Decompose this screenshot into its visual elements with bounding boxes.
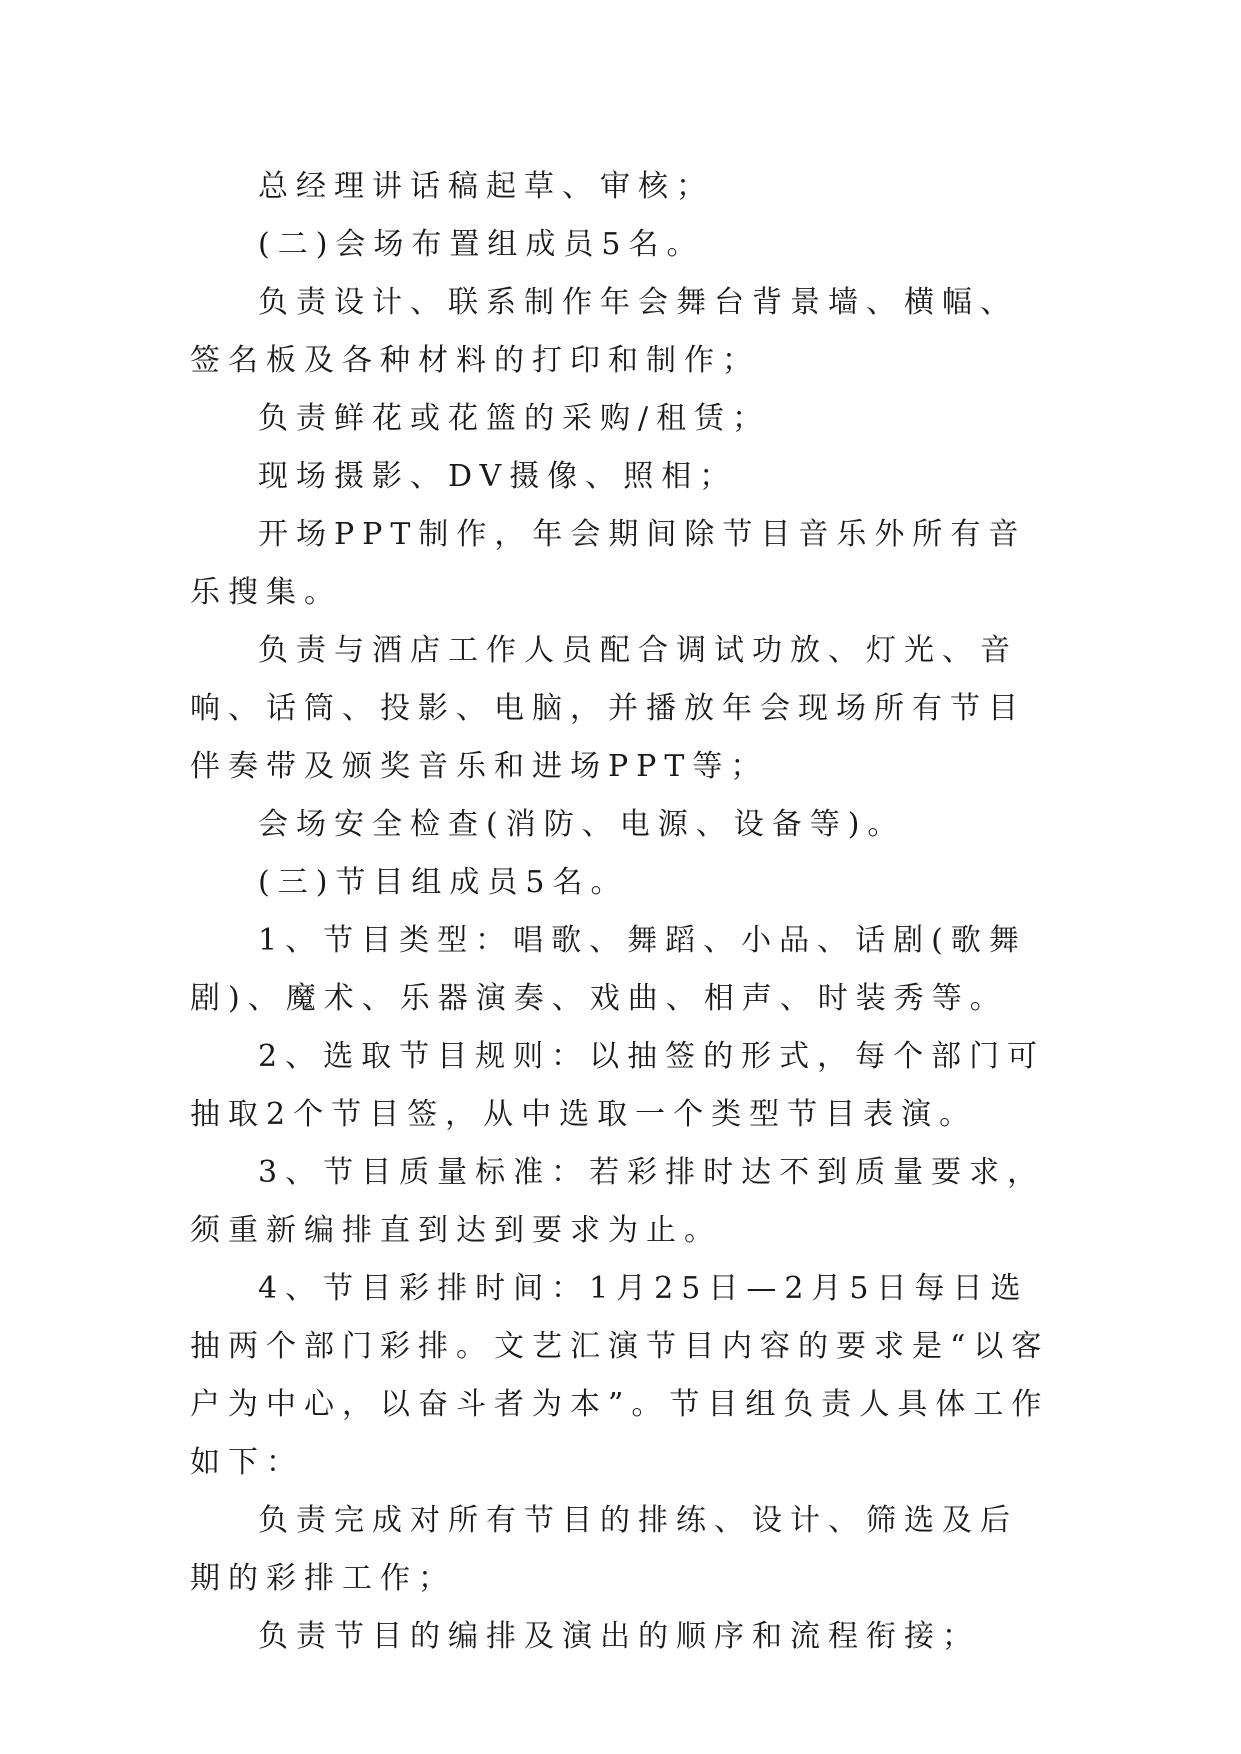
paragraph: 负责节目的编排及演出的顺序和流程衔接； — [258, 1619, 980, 1654]
paragraph: 开场PPT制作，年会期间除节目音乐外所有音乐搜集。 — [190, 517, 1027, 610]
list-item: 4、节目彩排时间：1月25日—2月5日每日选抽两个部门彩排。文艺汇演节目内容的要求是“以客户为中心，以奋斗者为本”。节目组负责人具体工作如下： — [190, 1271, 1050, 1480]
document-body — [190, 158, 1052, 1666]
paragraph: 总经理讲话稿起草、审核； — [258, 169, 714, 204]
section-heading: (三)节目组成员5名。 — [258, 865, 629, 900]
paragraph: 负责鲜花或花篮的采购/租赁； — [258, 401, 771, 436]
paragraph: 负责设计、联系制作年会舞台背景墙、横幅、签名板及各种材料的打印和制作； — [190, 285, 1018, 378]
section-heading: (二)会场布置组成员5名。 — [258, 227, 705, 262]
paragraph: 现场摄影、DV摄像、照相； — [258, 459, 738, 494]
paragraph: 会场安全检查(消防、电源、设备等)。 — [258, 807, 906, 842]
list-item: 2、选取节目规则：以抽签的形式，每个部门可抽取2个节目签，从中选取一个类型节目表演。 — [190, 1039, 1046, 1132]
list-item: 3、节目质量标准：若彩排时达不到质量要求，须重新编排直到达到要求为止。 — [190, 1155, 1046, 1248]
list-item: 1、节目类型：唱歌、舞蹈、小品、话剧(歌舞剧)、魔术、乐器演奏、戏曲、相声、时装秀等。 — [190, 923, 1027, 1016]
paragraph: 负责与酒店工作人员配合调试功放、灯光、音响、话筒、投影、电脑，并播放年会现场所有节目伴奏带及颁奖音乐和进场PPT等； — [190, 633, 1026, 784]
paragraph: 负责完成对所有节目的排练、设计、筛选及后期的彩排工作； — [190, 1503, 1018, 1596]
